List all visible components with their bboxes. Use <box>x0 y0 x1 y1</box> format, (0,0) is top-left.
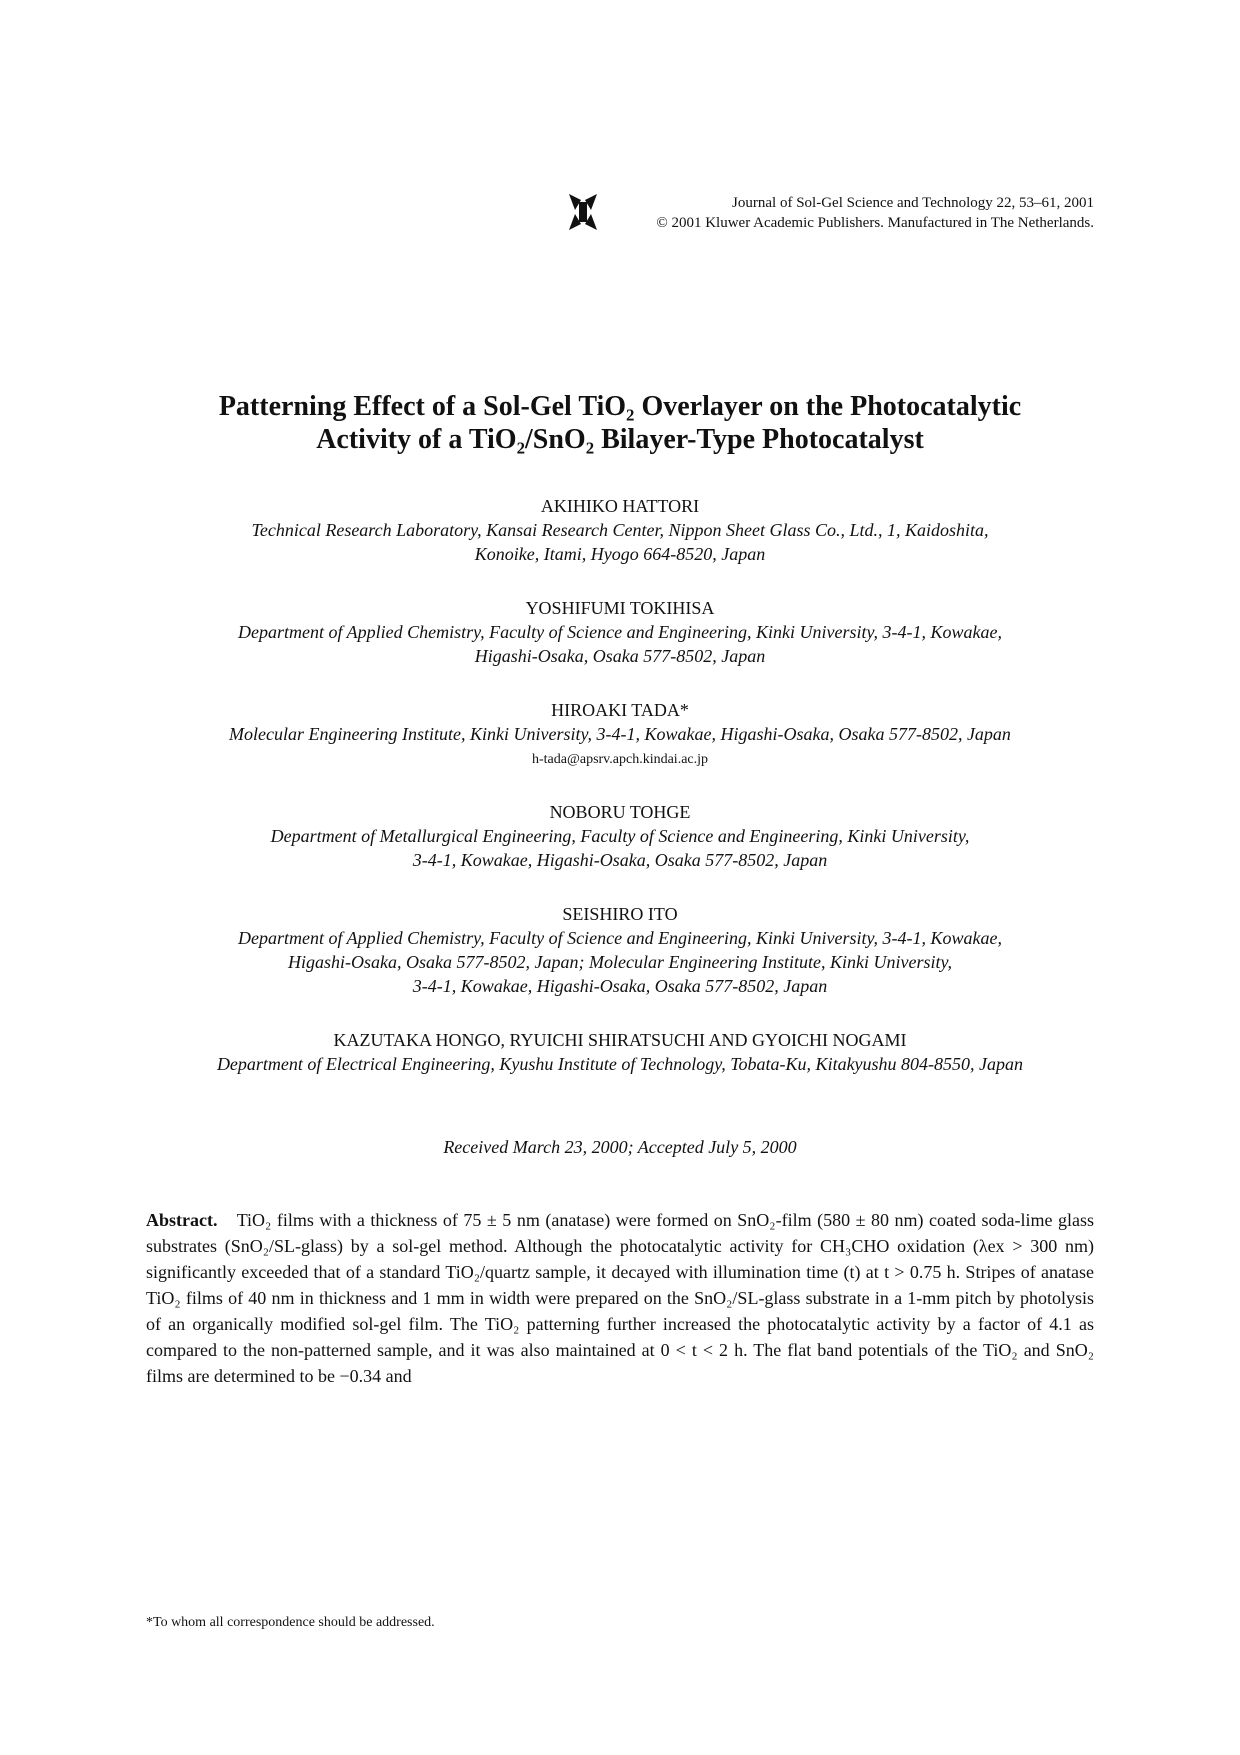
paper-title <box>120 390 1120 456</box>
journal-header <box>656 193 1094 233</box>
abstract-text: TiO₂ films with a thickness of 75 ± 5 nm (anatase) were formed on SnO₂-film (580 ± 80 nm) coated soda-lime glass substrates (SnO₂/SL-glass) by a sol-gel method. Although the photocatalytic activity for CH₃CHO oxidation (λex > 300 nm) significantly exceeded that of a standard TiO₂/quartz sample, it decayed with illumination time (t) at t > 0.75 h. Stripes of anatase TiO₂ films of 40 nm in thickness and 1 mm in width were prepared on the SnO₂/SL-glass substrate in a 1-mm pitch by photolysis of an organically modified sol-gel film. The TiO₂ patterning further increased the photocatalytic activity by a factor of 4.1 as compared to the non-patterned sample, and it was also maintained at 0 < t < 2 h. The flat band potentials of the TiO₂ and SnO₂ films are determined to be −0.34 and <box>146 1210 1094 1386</box>
abstract <box>146 1207 1094 1389</box>
author-affiliation: Department of Applied Chemistry, Faculty of Science and Engineering, Kinki University, 3-4-1, Kowakae, <box>237 622 1003 642</box>
author-affiliation: Higashi-Osaka, Osaka 577-8502, Japan <box>474 646 766 666</box>
author-name: NOBORU TOHGE <box>549 802 691 822</box>
author-affiliation: Higashi-Osaka, Osaka 577-8502, Japan; Molecular Engineering Institute, Kinki University, <box>288 952 952 972</box>
author-email: h-tada@apsrv.apch.kindai.ac.jp <box>531 752 709 767</box>
author-block <box>120 800 1120 872</box>
copyright-line: © 2001 Kluwer Academic Publishers. Manufactured in The Netherlands. <box>656 215 1094 231</box>
author-affiliation: Department of Metallurgical Engineering, Faculty of Science and Engineering, Kinki University, <box>270 826 970 846</box>
author-name: KAZUTAKA HONGO, RYUICHI SHIRATSUCHI AND GYOICHI NOGAMI <box>333 1030 907 1050</box>
publisher-logo-icon <box>565 190 601 234</box>
author-name: AKIHIKO HATTORI <box>540 496 700 516</box>
author-affiliation: Technical Research Laboratory, Kansai Research Center, Nippon Sheet Glass Co., Ltd., 1, Kaidoshita, <box>251 520 989 540</box>
author-affiliation: 3-4-1, Kowakae, Higashi-Osaka, Osaka 577-8502, Japan <box>412 850 828 870</box>
author-name: YOSHIFUMI TOKIHISA <box>525 598 715 618</box>
author-block <box>120 902 1120 998</box>
title-line-2: Activity of a TiO₂/SnO₂ Bilayer-Type Photocatalyst <box>316 424 924 455</box>
author-affiliation: Department of Electrical Engineering, Kyushu Institute of Technology, Tobata-Ku, Kitakyushu 804-8550, Japan <box>216 1054 1024 1074</box>
author-affiliation: Konoike, Itami, Hyogo 664-8520, Japan <box>474 544 766 564</box>
author-list <box>120 494 1120 1076</box>
author-affiliation: 3-4-1, Kowakae, Higashi-Osaka, Osaka 577-8502, Japan <box>412 976 828 996</box>
author-block <box>120 1028 1120 1076</box>
footnote: *To whom all correspondence should be addressed. <box>146 1615 435 1630</box>
journal-citation: Journal of Sol-Gel Science and Technology 22, 53–61, 2001 <box>732 195 1094 211</box>
abstract-label: Abstract. <box>146 1210 218 1230</box>
author-block <box>120 494 1120 566</box>
author-name: SEISHIRO ITO <box>562 904 678 924</box>
author-name: HIROAKI TADA* <box>551 700 689 720</box>
received-dates: Received March 23, 2000; Accepted July 5, 2000 <box>443 1137 797 1157</box>
title-line-1: Patterning Effect of a Sol-Gel TiO₂ Overlayer on the Photocatalytic <box>218 391 1022 422</box>
author-block <box>120 698 1120 774</box>
author-affiliation: Molecular Engineering Institute, Kinki University, 3-4-1, Kowakae, Higashi-Osaka, Osaka 577-8502, Japan <box>229 724 1011 744</box>
author-affiliation: Department of Applied Chemistry, Faculty of Science and Engineering, Kinki University, 3-4-1, Kowakae, <box>237 928 1003 948</box>
author-block <box>120 596 1120 668</box>
